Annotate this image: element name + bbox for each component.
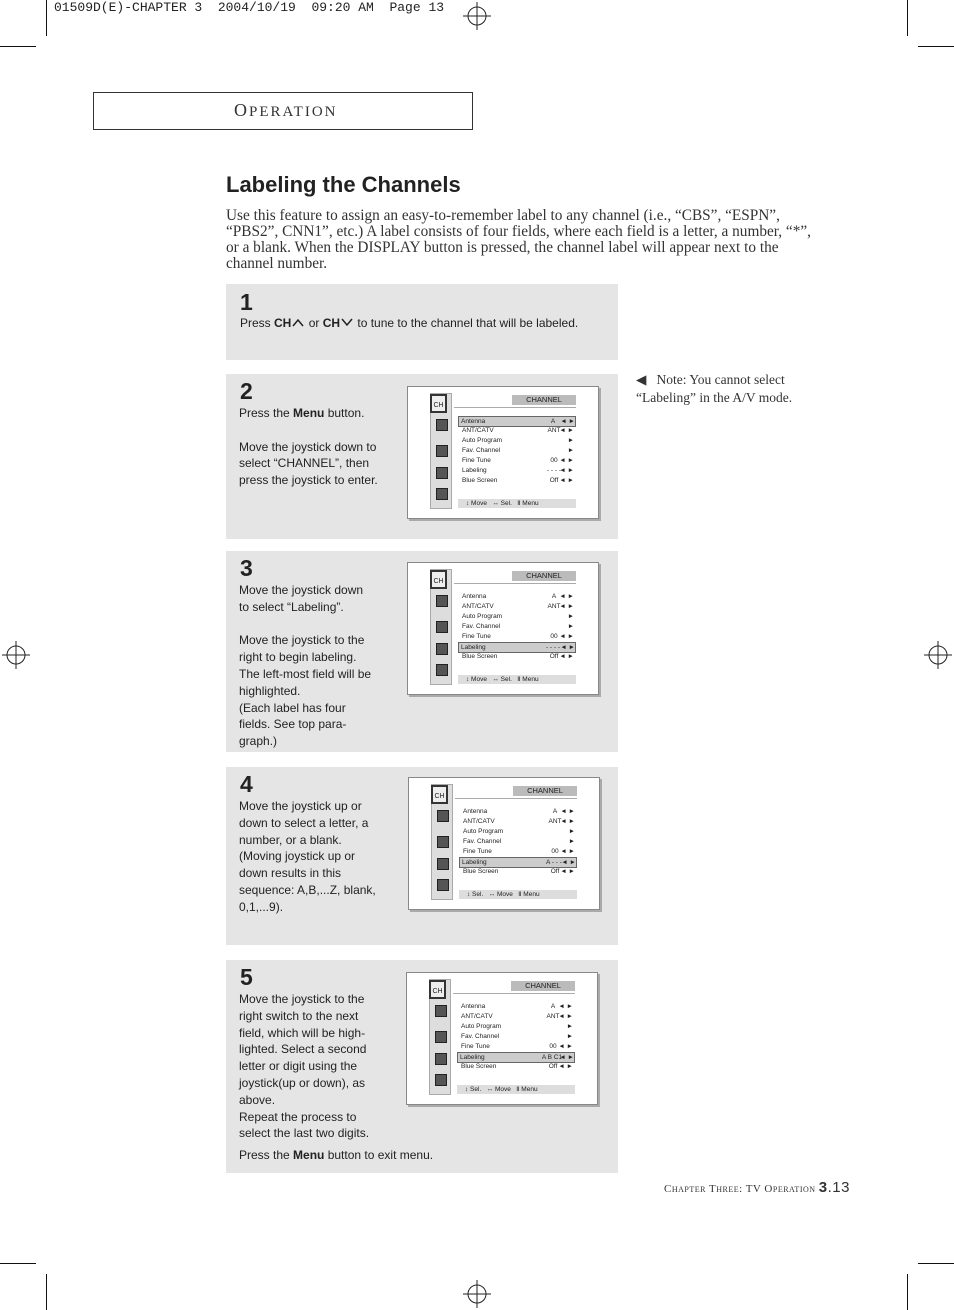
menu-category-icon bbox=[437, 810, 449, 822]
menu-row-value: Off bbox=[549, 653, 559, 660]
menu-category-icon bbox=[436, 488, 448, 500]
menu-category-icon bbox=[436, 643, 448, 655]
crop-mark bbox=[907, 0, 908, 36]
arrow-icon: ► bbox=[567, 437, 574, 444]
menu-row-label: Antenna bbox=[461, 1003, 486, 1010]
menu-row-value: ANT bbox=[547, 427, 561, 434]
channel-icon: CH bbox=[431, 785, 448, 804]
channel-icon: CH bbox=[429, 980, 446, 999]
menu-row-label: ANT/CATV bbox=[461, 1013, 493, 1020]
menu-row-value: A bbox=[552, 808, 558, 815]
arrow-icon: ◄ ► bbox=[560, 644, 575, 651]
arrow-icon: ◄ ► bbox=[560, 808, 575, 815]
menu-row bbox=[461, 817, 575, 826]
menu-category-icon bbox=[435, 1074, 447, 1086]
menu-row-value: 00 bbox=[550, 633, 558, 640]
arrow-icon: ◄ ► bbox=[559, 457, 574, 464]
menu-row-label: ANT/CATV bbox=[463, 818, 495, 825]
menu-row-value: ANT bbox=[547, 603, 561, 610]
chevron-up-icon bbox=[291, 318, 305, 327]
step-number: 3 bbox=[240, 555, 253, 581]
menu-row bbox=[461, 867, 575, 876]
menu-row-label: Fav. Channel bbox=[461, 1033, 500, 1040]
menu-row-label: Fine Tune bbox=[461, 1043, 490, 1050]
registration-mark-icon bbox=[463, 2, 491, 30]
arrow-icon: ◄ ► bbox=[559, 653, 574, 660]
crop-mark bbox=[918, 46, 954, 47]
note: ◀ Note: You cannot select “Labeling” in the A/V mode. bbox=[636, 372, 793, 405]
menu-header: CHANNEL bbox=[512, 571, 576, 581]
step-number: 1 bbox=[240, 289, 253, 315]
crop-mark bbox=[46, 0, 47, 36]
menu-row-value: Off bbox=[549, 477, 559, 484]
menu-row-value: 00 bbox=[549, 1043, 557, 1050]
step-text: Move the joystick up or down to select a letter, a number, or a blank. (Moving joystick up or down results in this sequence: A,B,...Z, blank, 0,1,...9). bbox=[239, 799, 376, 914]
menu-row-label: Antenna bbox=[462, 593, 487, 600]
tv-menu-screen bbox=[406, 972, 598, 1105]
menu-help-bar: ↕ Move ↔ Sel. Ⅱ Menu bbox=[458, 499, 576, 508]
chevron-down-icon bbox=[340, 318, 354, 327]
crop-mark bbox=[907, 1274, 908, 1310]
menu-row bbox=[460, 446, 574, 455]
arrow-icon: ◄ ► bbox=[558, 1013, 573, 1020]
registration-mark-icon bbox=[2, 641, 30, 669]
menu-row-value: - - - - bbox=[546, 467, 562, 474]
menu-category-icon bbox=[436, 595, 448, 607]
step-1-panel bbox=[226, 284, 618, 360]
menu-row-label: Auto Program bbox=[461, 1023, 502, 1030]
tv-menu-screen bbox=[407, 562, 599, 695]
menu-row-label: Labeling bbox=[462, 859, 487, 866]
menu-row-value: Off bbox=[548, 1063, 558, 1070]
arrow-icon: ◄ ► bbox=[561, 859, 576, 866]
menu-row bbox=[460, 612, 574, 621]
arrow-icon: ◄ ► bbox=[558, 1043, 573, 1050]
pointer-arrow-icon: ◀ bbox=[636, 372, 657, 387]
menu-row bbox=[459, 1032, 573, 1041]
menu-row bbox=[461, 807, 575, 816]
menu-row bbox=[460, 652, 574, 661]
menu-category-icon bbox=[436, 419, 448, 431]
arrow-icon: ◄ ► bbox=[559, 467, 574, 474]
menu-row-value: 00 bbox=[551, 848, 559, 855]
crop-mark bbox=[918, 1263, 954, 1264]
divider bbox=[453, 993, 575, 994]
menu-row-label: Antenna bbox=[463, 808, 488, 815]
menu-row-label: Antenna bbox=[461, 418, 486, 425]
menu-row-label: Blue Screen bbox=[461, 1063, 497, 1070]
menu-category-icon bbox=[437, 836, 449, 848]
channel-icon: CH bbox=[430, 570, 447, 589]
menu-row bbox=[461, 827, 575, 836]
menu-category-icon bbox=[437, 879, 449, 891]
registration-mark-icon bbox=[463, 1280, 491, 1308]
step-number: 2 bbox=[240, 378, 253, 404]
crop-mark bbox=[46, 1274, 47, 1310]
menu-row-label: ANT/CATV bbox=[462, 603, 494, 610]
menu-row-label: Blue Screen bbox=[462, 653, 498, 660]
menu-row-value: A bbox=[550, 1003, 556, 1010]
menu-category-icon bbox=[436, 664, 448, 676]
menu-row-value: 00 bbox=[550, 457, 558, 464]
page-title: Labeling the Channels bbox=[226, 172, 461, 197]
arrow-icon: ◄ ► bbox=[560, 418, 575, 425]
menu-row-label: Fav. Channel bbox=[462, 623, 501, 630]
exit-instruction: Press the Menu button to exit menu. bbox=[239, 1148, 434, 1162]
arrow-icon: ► bbox=[567, 623, 574, 630]
arrow-icon: ◄ ► bbox=[560, 818, 575, 825]
menu-row bbox=[460, 456, 574, 465]
menu-row bbox=[459, 1042, 573, 1051]
menu-row-label: ANT/CATV bbox=[462, 427, 494, 434]
arrow-icon: ◄ ► bbox=[559, 1054, 574, 1061]
arrow-icon: ◄ ► bbox=[559, 477, 574, 484]
divider bbox=[454, 583, 576, 584]
menu-row bbox=[460, 632, 574, 641]
tv-menu-screen bbox=[408, 777, 600, 910]
menu-row-label: Fine Tune bbox=[462, 633, 491, 640]
menu-row bbox=[459, 1062, 573, 1071]
divider bbox=[454, 407, 576, 408]
menu-row-label: Blue Screen bbox=[463, 868, 499, 875]
menu-row bbox=[459, 1002, 573, 1011]
menu-category-icon bbox=[436, 467, 448, 479]
menu-row-value: A bbox=[550, 418, 556, 425]
menu-category-icon bbox=[437, 858, 449, 870]
menu-header: CHANNEL bbox=[512, 395, 576, 405]
menu-row bbox=[460, 426, 574, 435]
section-header: OPERATION bbox=[93, 92, 473, 130]
menu-row-label: Labeling bbox=[460, 1054, 485, 1061]
menu-row-label: Fine Tune bbox=[462, 457, 491, 464]
arrow-icon: ◄ ► bbox=[558, 1003, 573, 1010]
menu-row bbox=[460, 602, 574, 611]
arrow-icon: ◄ ► bbox=[558, 1063, 573, 1070]
arrow-icon: ◄ ► bbox=[559, 633, 574, 640]
tv-menu-screen bbox=[407, 386, 599, 519]
divider bbox=[455, 798, 577, 799]
menu-row-label: Auto Program bbox=[463, 828, 504, 835]
menu-header: CHANNEL bbox=[511, 981, 575, 991]
registration-mark-icon bbox=[924, 641, 952, 669]
menu-row bbox=[460, 466, 574, 475]
menu-row-label: Auto Program bbox=[462, 613, 503, 620]
arrow-icon: ► bbox=[568, 838, 575, 845]
menu-row-label: Fine Tune bbox=[463, 848, 492, 855]
menu-category-icon bbox=[436, 621, 448, 633]
menu-row bbox=[460, 622, 574, 631]
menu-row-value: - - - - bbox=[545, 644, 561, 651]
menu-category-icon bbox=[436, 445, 448, 457]
menu-row-value: ANT bbox=[548, 818, 562, 825]
arrow-icon: ► bbox=[568, 828, 575, 835]
menu-row-label: Auto Program bbox=[462, 437, 503, 444]
arrow-icon: ► bbox=[566, 1033, 573, 1040]
arrow-icon: ► bbox=[566, 1023, 573, 1030]
menu-row-value: ANT bbox=[546, 1013, 560, 1020]
menu-help-bar: ↕ Sel. ↔ Move Ⅱ Menu bbox=[457, 1085, 575, 1094]
arrow-icon: ◄ ► bbox=[559, 427, 574, 434]
step-number: 4 bbox=[240, 771, 253, 797]
channel-icon: CH bbox=[430, 394, 447, 413]
arrow-icon: ► bbox=[567, 447, 574, 454]
printer-slug: 01509D(E)-CHAPTER 3 2004/10/19 09:20 AM Page 13 bbox=[54, 0, 445, 15]
menu-category-icon bbox=[435, 1053, 447, 1065]
arrow-icon: ◄ ► bbox=[559, 593, 574, 600]
menu-help-bar: ↕ Sel. ↔ Move Ⅱ Menu bbox=[459, 890, 577, 899]
crop-mark bbox=[0, 1263, 36, 1264]
step-number: 5 bbox=[240, 964, 253, 990]
menu-header: CHANNEL bbox=[513, 786, 577, 796]
menu-category-icon bbox=[435, 1031, 447, 1043]
menu-row-label: Fav. Channel bbox=[463, 838, 502, 845]
menu-help-bar: ↕ Move ↔ Sel. Ⅱ Menu bbox=[458, 675, 576, 684]
menu-row-value: Off bbox=[550, 868, 560, 875]
menu-row bbox=[459, 1022, 573, 1031]
menu-row bbox=[459, 1012, 573, 1021]
page-footer: Chapter Three: TV Operation 3.13 bbox=[664, 1179, 850, 1196]
step-text: Move the joystick to the right switch to the next field, which will be high- lighted. Select a second letter or digit using the joystick(up or down), as above. Repeat the process to select the last two digits. bbox=[239, 992, 370, 1141]
step-text: Press CH or CH to tune to the channel that will be labeled. bbox=[240, 316, 579, 330]
menu-row bbox=[460, 592, 574, 601]
menu-row-value: A - - - bbox=[546, 859, 562, 866]
arrow-icon: ◄ ► bbox=[560, 868, 575, 875]
menu-row-label: Blue Screen bbox=[462, 477, 498, 484]
menu-row-label: Fav. Channel bbox=[462, 447, 501, 454]
menu-row bbox=[460, 476, 574, 485]
menu-row bbox=[461, 847, 575, 856]
menu-row bbox=[460, 436, 574, 445]
menu-category-icon bbox=[435, 1005, 447, 1017]
step-text: Press the Menu button. Move the joystick down to select “CHANNEL”, then press the joystick to enter. bbox=[239, 406, 378, 488]
arrow-icon: ► bbox=[567, 613, 574, 620]
menu-row-value: A bbox=[551, 593, 557, 600]
menu-row bbox=[461, 837, 575, 846]
arrow-icon: ◄ ► bbox=[560, 848, 575, 855]
menu-row-label: Labeling bbox=[462, 467, 487, 474]
arrow-icon: ◄ ► bbox=[559, 603, 574, 610]
intro-paragraph: Use this feature to assign an easy-to-remember label to any channel (i.e., “CBS”, “ESPN”, “PBS2”, CNN1”, etc.) A label consists of four fields, where each field is a letter, a number, “*”, or a blank. When the DISPLAY button is pressed, the channel label will appear next to the channel number. bbox=[226, 207, 811, 272]
step-text: Move the joystick down to select “Labeling”. Move the joystick to the right to begin labeling. The left-most field will be highlighted. (Each label has four fields. See top para- graph.) bbox=[239, 583, 372, 749]
menu-row-value: A B C1 bbox=[541, 1054, 563, 1061]
crop-mark bbox=[0, 46, 36, 47]
menu-row-label: Labeling bbox=[461, 644, 486, 651]
